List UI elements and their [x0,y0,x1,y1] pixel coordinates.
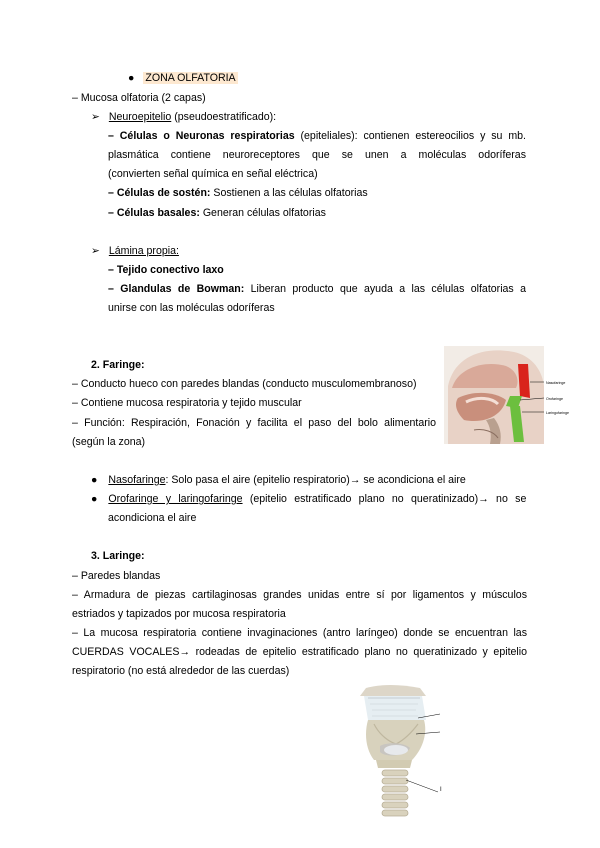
celulas-term: – Células o Neuronas respiratorias [108,130,295,142]
figure-mark: I [440,787,442,793]
bowman-term: – Glandulas de Bowman: [108,283,245,295]
faringe-line-4: (según la zona) [72,436,146,448]
bowman-desc: Liberan producto que ayuda a las células olfatorias a [244,283,526,295]
laringe-line-1: – Paredes blandas [72,570,161,582]
celulas-desc: (epiteliales): contienen estereocilios y su mb. [294,130,526,142]
tejido-term: – Tejido conectivo laxo [108,264,224,276]
nasofaringe-label: Nasofaringe [108,474,166,486]
orofaringe-text [108,492,526,506]
arrow-bullet-icon: ➢ [91,245,100,257]
bowman-line-1 [108,282,526,296]
figure-label-nasofaringe: Nasofaringe [546,381,566,385]
neuroepitelio-rest: (pseudoestratificado): [171,111,277,123]
sosten-term: – Células de sostén: [108,187,211,199]
figure-label-orofaringe: Orofaringe [546,397,563,401]
celulas-line-3: (convierten señal química en señal eléctrica) [108,168,318,180]
orofaringe-line-2: acondiciona el aire [108,512,197,524]
laringe-line-5: CUERDAS VOCALES→ rodeadas de epitelio estratificado plano no queratinizado y epitelio [72,646,527,658]
basales-line [108,206,326,220]
sosten-desc: Sostienen a las células olfatorias [210,187,368,199]
pharynx-diagram-image [444,346,574,444]
section-heading-faringe: 2. Faringe: [91,359,145,371]
bowman-line-2: unirse con las moléculas odoríferas [108,302,275,314]
nasofaringe-desc: : Solo pasa el aire (epitelio respiratorio)→ se acondiciona el aire [165,474,466,486]
laringe-line-4: – La mucosa respiratoria contiene invaginaciones (antro laríngeo) donde se encuentran las [72,627,527,639]
laringe-line-2: – Armadura de piezas cartilaginosas grandes unidas entre sí por ligamentos y músculos [72,589,527,601]
lamina-line [91,244,179,258]
basales-desc: Generan células olfatorias [199,207,326,219]
lamina-label: Lámina propia: [108,245,179,257]
neuroepitelio-line [91,110,276,124]
orofaringe-line-1 [91,492,527,506]
basales-term: – Células basales: [108,207,200,219]
celulas-line-1 [108,129,526,143]
tejido-line [108,263,224,277]
faringe-line-3: – Función: Respiración, Fonación y facilita el paso del bolo alimentario [72,417,436,429]
bullet-dot: ● [91,474,98,486]
orofaringe-label: Orofaringe y laringofaringe [108,493,243,505]
section-heading-laringe: 3. Laringe: [91,550,145,562]
laringe-line-3: estriados y tapizados por mucosa respiratoria [72,608,286,620]
section-heading-zona-olfatoria [128,71,238,85]
figure-label-laringofaringe: Laringofaringe [546,411,569,415]
orofaringe-desc: (epitelio estratificado plano no queratinizado)→ no se [242,493,527,505]
nasofaringe-line [91,473,466,487]
bullet-dot: ● [128,72,135,84]
faringe-line-1: – Conducto hueco con paredes blandas (conducto musculomembranoso) [72,378,417,390]
celulas-line-2: plasmática contiene neuroreceptores que se unen a moléculas odoríferas [108,149,526,161]
sosten-line [108,186,368,200]
bullet-dot: ● [91,493,98,505]
faringe-line-2: – Contiene mucosa respiratoria y tejido muscular [72,397,302,409]
neuroepitelio-label: Neuroepitelio [108,111,172,123]
arrow-bullet-icon: ➢ [91,111,100,123]
laringe-line-6: respiratorio (no está alrededor de las cuerdas) [72,665,290,677]
larynx-diagram-image [360,684,450,824]
heading-text: ZONA OLFATORIA [145,72,236,84]
mucosa-line: – Mucosa olfatoria (2 capas) [72,92,206,104]
